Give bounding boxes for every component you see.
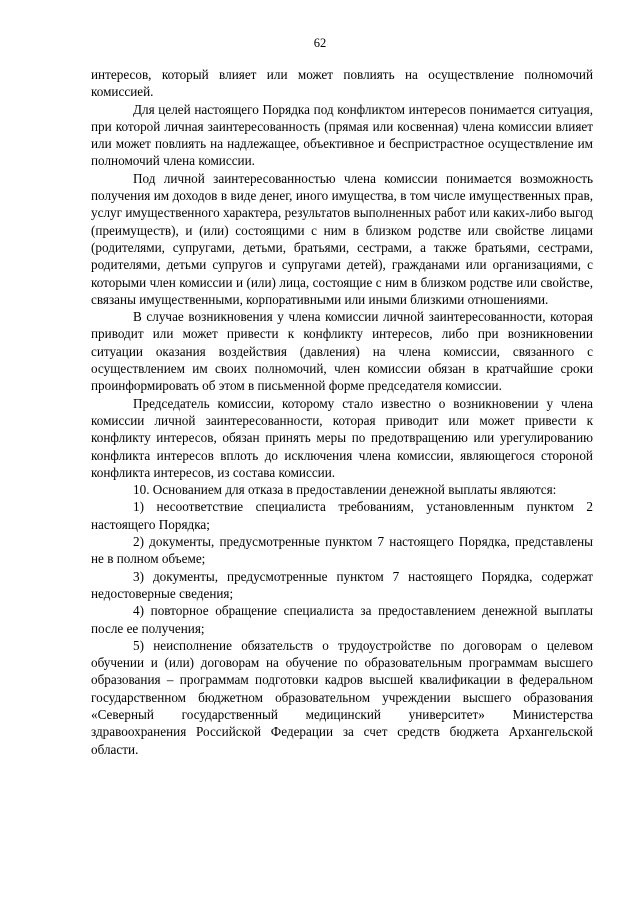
- paragraph-personal-interest: Под личной заинтересованностью члена комиссии понимается возможность получения им доходов в виде денег, иного имущества, в том числе имущественных прав, услуг имущественного характера, результатов выполненных работ или каких-либо выгод (преимуществ), и (или) состоящими с ним в близком родстве или свойстве лицами (родителями, супругами, детьми, братьями, сестрами, а также братьями, сестрами, родителями, детьми супругов и супругами детей), гражданами или организациями, с которыми член комиссии и (или) лица, состоящие с ним в близком родстве или свойстве, связаны имущественными, корпоративными или иными близкими отношениями.: [91, 170, 593, 307]
- list-item-1: 1) несоответствие специалиста требованиям, установленным пунктом 2 настоящего Порядка;: [91, 499, 593, 532]
- paragraph-conflict-definition: Для целей настоящего Порядка под конфликтом интересов понимается ситуация, при которой личная заинтересованность (прямая или косвенная) члена комиссии влияет или может повлиять на надлежащее, объективное и беспристрастное осуществление им полномочий члена комиссии.: [91, 101, 593, 169]
- paragraph-continuation: интересов, который влияет или может повлиять на осуществление полномочий комиссией.: [91, 67, 593, 100]
- list-item-5: 5) неисполнение обязательств о трудоустройстве по договорам о целевом обучении и (или) договорам на обучение по образовательным программам высшего образования – программам подготовки кадров высшей квалификации в федеральном государственном бюджетном образовательном учреждении высшего образования «Северный государственный медицинский университет» Министерства здравоохранения Российской Федерации за счет средств бюджета Архангельской области.: [91, 637, 593, 757]
- list-item-2: 2) документы, предусмотренные пунктом 7 настоящего Порядка, представлены не в полном объеме;: [91, 534, 593, 567]
- paragraph-notification-duty: В случае возникновения у члена комиссии личной заинтересованности, которая приводит или может привести к конфликту интересов, либо при возникновении ситуации оказания воздействия (давления) на члена комиссии, связанного с осуществлением им своих полномочий, член комиссии обязан в кратчайшие сроки проинформировать об этом в письменной форме председателя комиссии.: [91, 309, 593, 394]
- paragraph-refusal-grounds: 10. Основанием для отказа в предоставлении денежной выплаты являются:: [133, 482, 557, 498]
- list-item-3: 3) документы, предусмотренные пунктом 7 настоящего Порядка, содержат недостоверные сведения;: [91, 568, 593, 601]
- document-body: [91, 66, 593, 758]
- page-number: 62: [313, 36, 327, 50]
- paragraph-chairman-measures: Председатель комиссии, которому стало известно о возникновении у члена комиссии личной заинтересованности, которая приводит или может привести к конфликту интересов, обязан принять меры по предотвращению или урегулированию конфликта интересов вплоть до исключения члена комиссии, являющегося стороной конфликта интересов, из состава комиссии.: [91, 395, 593, 480]
- list-item-4: 4) повторное обращение специалиста за предоставлением денежной выплаты после ее получения;: [91, 603, 593, 636]
